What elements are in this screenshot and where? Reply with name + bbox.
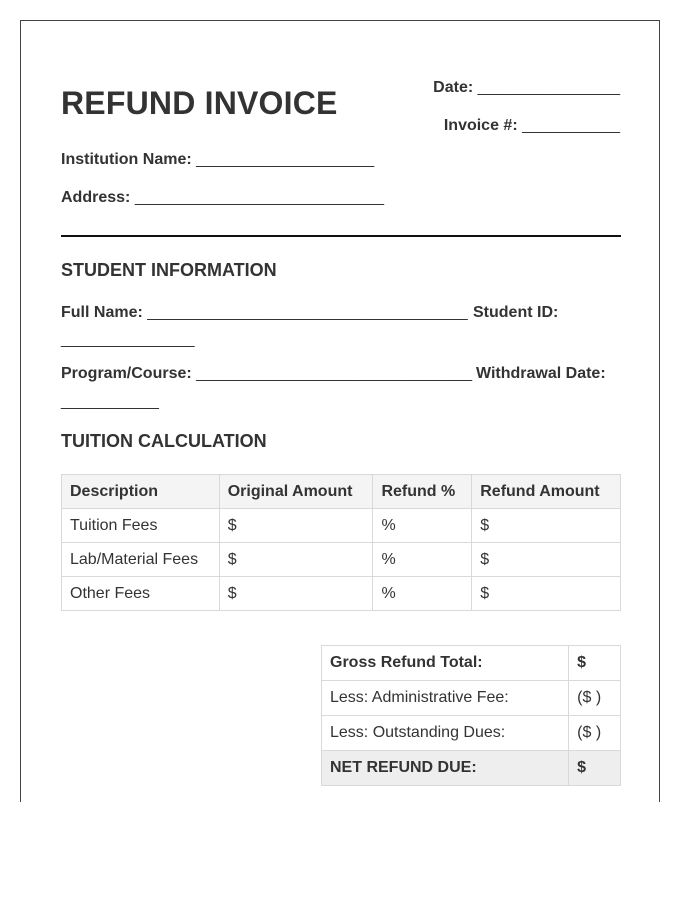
tuition-table xyxy=(61,474,621,611)
tuition-header-row xyxy=(62,475,621,509)
address-line[interactable]: ____________________________ xyxy=(134,189,384,206)
summary-row-gross xyxy=(322,646,621,681)
invoice-number-line[interactable]: ___________ xyxy=(522,117,620,134)
column-header-original-amount: Original Amount xyxy=(219,475,373,509)
institution-label: Institution Name: xyxy=(61,151,192,168)
full-name-line[interactable]: ____________________________________ xyxy=(147,304,468,321)
program-line[interactable]: _______________________________ xyxy=(196,365,473,382)
full-name-label: Full Name: xyxy=(61,304,143,321)
row-description: Other Fees xyxy=(62,577,220,611)
tuition-calculation-heading: TUITION CALCULATION xyxy=(61,431,267,451)
date-line[interactable]: ________________ xyxy=(477,79,620,96)
table-row xyxy=(62,509,621,543)
withdrawal-line-wrap xyxy=(61,393,159,411)
table-row xyxy=(62,543,621,577)
refund-summary-table xyxy=(321,645,621,786)
column-header-refund-percent: Refund % xyxy=(373,475,472,509)
student-id-line[interactable]: _______________ xyxy=(61,331,195,348)
date-label: Date: xyxy=(433,79,474,96)
invoice-number-field xyxy=(444,117,620,135)
date-field xyxy=(433,79,620,97)
summary-row-outstanding-dues xyxy=(322,716,621,751)
invoice-page xyxy=(20,20,660,802)
row-original-amount[interactable]: $ xyxy=(219,509,373,543)
row-description: Lab/Material Fees xyxy=(62,543,220,577)
full-name-field xyxy=(61,304,468,322)
row-original-amount[interactable]: $ xyxy=(219,543,373,577)
header-divider xyxy=(61,235,621,237)
invoice-number-label: Invoice #: xyxy=(443,117,518,134)
admin-fee-label: Less: Administrative Fee: xyxy=(322,681,569,716)
row-refund-percent[interactable]: % xyxy=(373,509,472,543)
admin-fee-value[interactable]: ($ ) xyxy=(569,681,621,716)
program-label: Program/Course: xyxy=(61,365,192,382)
outstanding-dues-value[interactable]: ($ ) xyxy=(569,716,621,751)
summary-row-net xyxy=(322,751,621,786)
column-header-description: Description xyxy=(62,475,220,509)
withdrawal-date-field xyxy=(476,365,606,383)
row-original-amount[interactable]: $ xyxy=(219,577,373,611)
address-field xyxy=(61,189,384,207)
gross-refund-label: Gross Refund Total: xyxy=(322,646,569,681)
student-id-label: Student ID: xyxy=(473,304,559,321)
row-refund-amount[interactable]: $ xyxy=(472,509,621,543)
student-info-heading: STUDENT INFORMATION xyxy=(61,260,277,280)
column-header-refund-amount: Refund Amount xyxy=(472,475,621,509)
row-description: Tuition Fees xyxy=(62,509,220,543)
net-refund-value[interactable]: $ xyxy=(569,751,621,786)
page-title: REFUND INVOICE xyxy=(61,85,338,121)
address-label: Address: xyxy=(61,189,131,206)
withdrawal-date-line[interactable]: ___________ xyxy=(61,393,159,410)
row-refund-percent[interactable]: % xyxy=(373,543,472,577)
institution-line[interactable]: ____________________ xyxy=(196,151,375,168)
row-refund-amount[interactable]: $ xyxy=(472,577,621,611)
student-id-line-wrap xyxy=(61,331,194,349)
gross-refund-value[interactable]: $ xyxy=(569,646,621,681)
table-row xyxy=(62,577,621,611)
outstanding-dues-label: Less: Outstanding Dues: xyxy=(322,716,569,751)
row-refund-percent[interactable]: % xyxy=(373,577,472,611)
withdrawal-date-label: Withdrawal Date: xyxy=(476,365,606,382)
institution-field xyxy=(61,151,374,169)
student-id-field xyxy=(473,304,558,322)
row-refund-amount[interactable]: $ xyxy=(472,543,621,577)
program-field xyxy=(61,365,472,383)
summary-row-admin-fee xyxy=(322,681,621,716)
net-refund-label: NET REFUND DUE: xyxy=(322,751,569,786)
